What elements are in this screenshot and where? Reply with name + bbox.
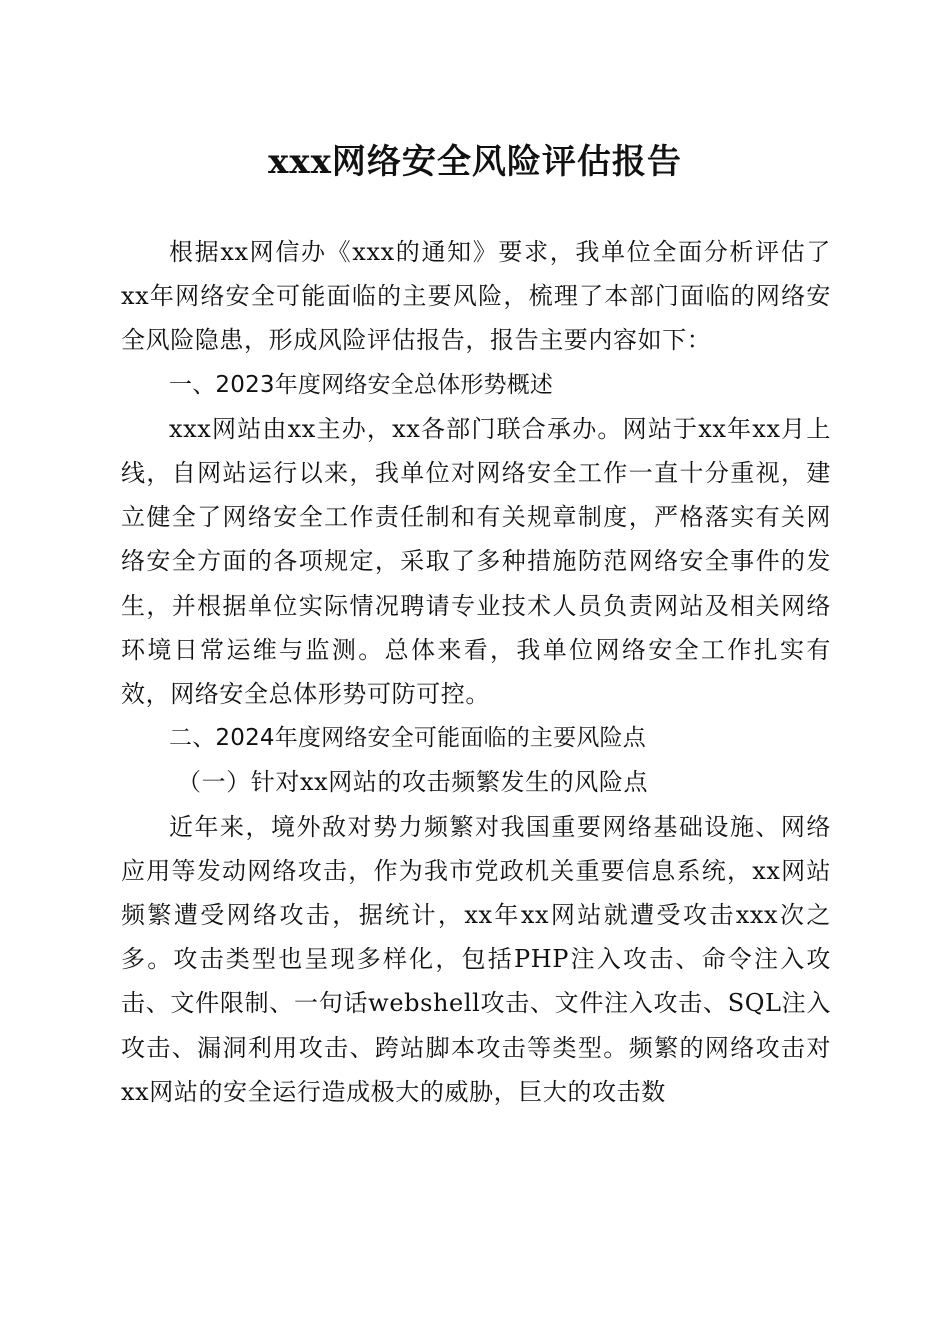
intro-paragraph: 根据xx网信办《xxx的通知》要求，我单位全面分析评估了xx年网络安全可能面临的主要风险，梳理了本部门面临的网络安全风险隐患，形成风险评估报告，报告主要内容如下： [121,238,831,355]
section-heading-1: 一、2023年度网络安全总体形势概述 [169,371,554,398]
subsection-heading-1: （一）针对xx网站的攻击频繁发生的风险点 [177,768,649,797]
section-heading-2: 二、2024年度网络安全可能面临的主要风险点 [169,725,646,752]
document-title: xxx网络安全风险评估报告 [268,142,682,182]
risk-paragraph: 近年来，境外敌对势力频繁对我国重要网络基础设施、网络应用等发动网络攻击，作为我市党政机关重要信息系统，xx网站频繁遭受网络攻击，据统计，xx年xx网站就遭受攻击xxx次之多。攻击类型也呈现多样化，包括PHP注入攻击、命令注入攻击、文件限制、一句话webshell攻击、文件注入攻击、SQL注入攻击、漏洞利用攻击、跨站脚本攻击等类型。频繁的网络攻击对xx网站的安全运行造成极大的威胁，巨大的攻击数 [121,812,831,1106]
overview-paragraph: xxx网站由xx主办，xx各部门联合承办。网站于xx年xx月上线，自网站运行以来，我单位对网络安全工作一直十分重视，建立健全了网络安全工作责任制和有关规章制度，严格落实有关网络安全方面的各项规定，采取了多种措施防范网络安全事件的发生，并根据单位实际情况聘请专业技术人员负责网站及相关网络环境日常运维与监测。总体来看，我单位网络安全工作扎实有效，网络安全总体形势可防可控。 [121,414,831,709]
document-body [121,230,831,1114]
